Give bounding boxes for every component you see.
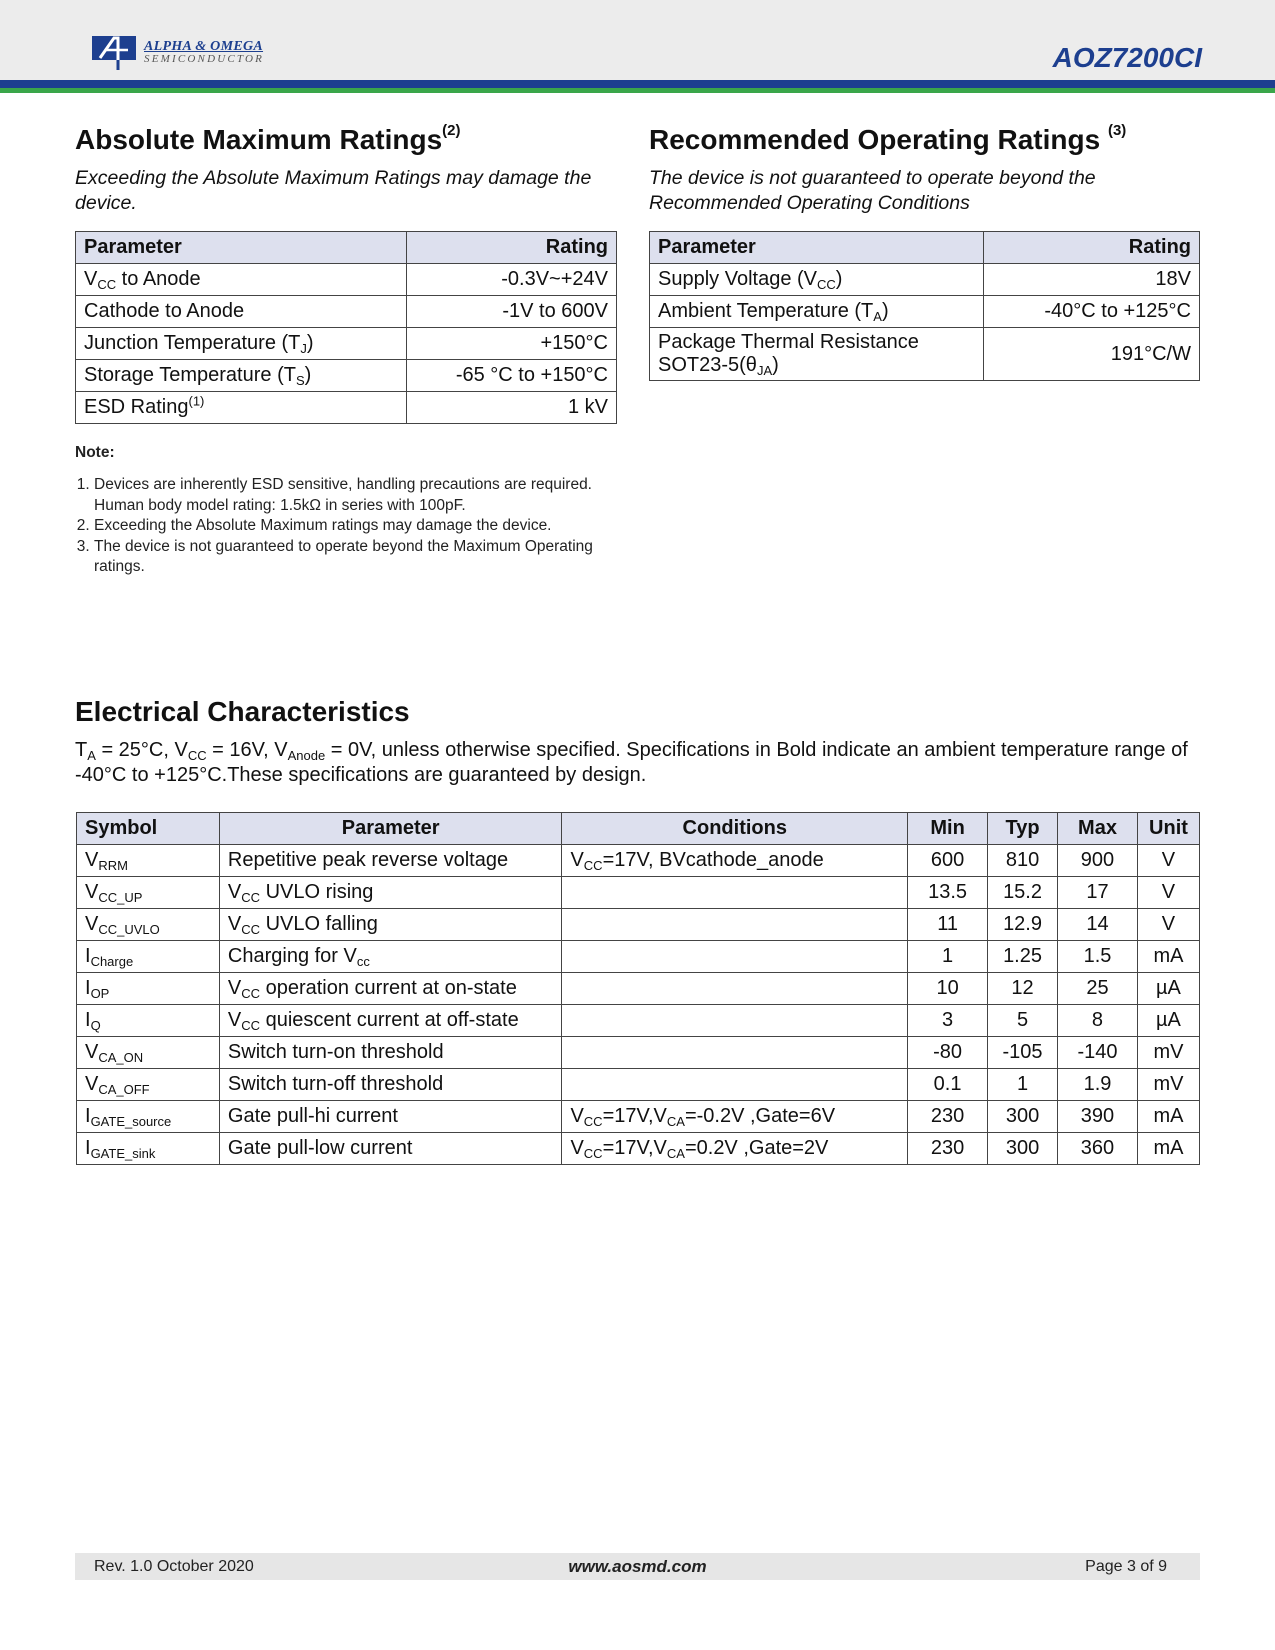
symbol-cell: $V_{CC\_UP}$ bbox=[77, 877, 220, 909]
unit-cell: mA bbox=[1137, 1133, 1199, 1165]
column-header: Min bbox=[908, 813, 988, 845]
recommended-subtitle: The device is not guaranteed to operate beyond the Recommended Operating Conditions bbox=[649, 167, 1096, 214]
typ-cell: 12 bbox=[988, 973, 1058, 1005]
condition-cell bbox=[562, 1069, 908, 1101]
table-row bbox=[77, 845, 1200, 877]
unit-cell: V bbox=[1137, 877, 1199, 909]
min-cell: -80 bbox=[908, 1037, 988, 1069]
symbol-cell: $V_{CA\_OFF}$ bbox=[77, 1069, 220, 1101]
param-cell: Storage Temperature $(T_S)$ bbox=[76, 360, 407, 392]
symbol-cell: $I_{Charge}$ bbox=[77, 941, 220, 973]
typ-cell: 15.2 bbox=[988, 877, 1058, 909]
condition-cell bbox=[562, 941, 908, 973]
table-row bbox=[77, 1037, 1200, 1069]
symbol-cell: $V_{RRM}$ bbox=[77, 845, 220, 877]
table-row bbox=[77, 1133, 1200, 1165]
symbol-cell: $I_{GATE\_source}$ bbox=[77, 1101, 220, 1133]
note-item: 1. Devices are inherently ESD sensitive, handling precautions are required. Human body model rating: 1.5kΩ in series with 100pF. bbox=[94, 475, 645, 516]
table-row bbox=[76, 296, 617, 328]
table-header-row bbox=[77, 813, 1200, 845]
param-cell: Package Thermal Resistance $SOT23-5(\theta_{JA})$ bbox=[650, 328, 984, 381]
max-cell: 360 bbox=[1058, 1133, 1138, 1165]
param-cell: Repetitive peak reverse voltage bbox=[219, 845, 562, 877]
param-cell: $V_{CC}$ quiescent current at off-state bbox=[219, 1005, 562, 1037]
unit-cell: µA bbox=[1137, 973, 1199, 1005]
recommended-table bbox=[649, 231, 1200, 381]
unit-cell: mA bbox=[1137, 1101, 1199, 1133]
max-cell: 390 bbox=[1058, 1101, 1138, 1133]
param-cell: ESD Rating$^{(1)}$ bbox=[76, 392, 407, 424]
table-row bbox=[650, 264, 1200, 296]
max-cell: -140 bbox=[1058, 1037, 1138, 1069]
table-row bbox=[76, 264, 617, 296]
condition-cell: $V_{CC}=17V,V_{CA}=0.2V$ ,Gate=2V bbox=[562, 1133, 908, 1165]
unit-cell: V bbox=[1137, 845, 1199, 877]
typ-cell: 1 bbox=[988, 1069, 1058, 1101]
param-cell: $V_{CC}$ UVLO falling bbox=[219, 909, 562, 941]
note-item: 2. Exceeding the Absolute Maximum ratings may damage the device. bbox=[94, 516, 645, 537]
max-cell: 25 bbox=[1058, 973, 1138, 1005]
typ-cell: 300 bbox=[988, 1133, 1058, 1165]
column-header: Unit bbox=[1137, 813, 1199, 845]
recommended-title: Recommended Operating Ratings $^{(3)}$ bbox=[649, 122, 1127, 155]
abs-max-title: Absolute Maximum Ratings$^{(2)}$ bbox=[75, 122, 461, 155]
param-cell: Junction Temperature $(T_J)$ bbox=[76, 328, 407, 360]
electrical-description: $T_A = 25^\circ C$, $V_{CC} = 16V$, $V_{Anode} = 0V$, unless otherwise specified. Specifications in Bold indicate an ambient temperature range of -40°C to +125°C.These specifications are guaranteed by design. bbox=[75, 739, 1188, 786]
page-header bbox=[0, 0, 1275, 80]
param-cell: Switch turn-on threshold bbox=[219, 1037, 562, 1069]
page-footer bbox=[75, 1553, 1200, 1580]
header-band-green bbox=[0, 88, 1275, 93]
typ-cell: 12.9 bbox=[988, 909, 1058, 941]
rating-cell: -65 °C to +150°C bbox=[407, 360, 617, 392]
column-header: Max bbox=[1058, 813, 1138, 845]
column-header: Rating bbox=[984, 232, 1200, 264]
logo-line2: SEMICONDUCTOR bbox=[144, 53, 265, 65]
column-header: Parameter bbox=[219, 813, 562, 845]
param-cell: Gate pull-low current bbox=[219, 1133, 562, 1165]
param-cell: $V_{CC}$ to Anode bbox=[76, 264, 407, 296]
min-cell: 10 bbox=[908, 973, 988, 1005]
table-header-row bbox=[76, 232, 617, 264]
page-number: Page 3 of 9 bbox=[1085, 1558, 1167, 1575]
abs-max-subtitle: Exceeding the Absolute Maximum Ratings may damage the device. bbox=[75, 167, 592, 214]
max-cell: 17 bbox=[1058, 877, 1138, 909]
param-cell: Cathode to Anode bbox=[76, 296, 407, 328]
min-cell: 1 bbox=[908, 941, 988, 973]
part-number: AOZ7200CI bbox=[1052, 42, 1202, 73]
table-row bbox=[76, 392, 617, 424]
typ-cell: 5 bbox=[988, 1005, 1058, 1037]
typ-cell: 810 bbox=[988, 845, 1058, 877]
column-header: Parameter bbox=[650, 232, 984, 264]
param-cell: Gate pull-hi current bbox=[219, 1101, 562, 1133]
table-row bbox=[76, 360, 617, 392]
column-header: Symbol bbox=[77, 813, 220, 845]
rating-cell: 191°C/W bbox=[984, 328, 1200, 381]
param-cell: Charging for $V_{cc}$ bbox=[219, 941, 562, 973]
table-row bbox=[650, 296, 1200, 328]
max-cell: 14 bbox=[1058, 909, 1138, 941]
rating-cell: 1 kV bbox=[407, 392, 617, 424]
typ-cell: 300 bbox=[988, 1101, 1058, 1133]
min-cell: 11 bbox=[908, 909, 988, 941]
column-header: Rating bbox=[407, 232, 617, 264]
table-row bbox=[77, 941, 1200, 973]
company-logo bbox=[92, 34, 264, 72]
typ-cell: 1.25 bbox=[988, 941, 1058, 973]
param-cell: $V_{CC}$ UVLO rising bbox=[219, 877, 562, 909]
notes-section bbox=[75, 444, 645, 578]
table-row bbox=[77, 1005, 1200, 1037]
unit-cell: V bbox=[1137, 909, 1199, 941]
min-cell: 0.1 bbox=[908, 1069, 988, 1101]
typ-cell: -105 bbox=[988, 1037, 1058, 1069]
symbol-cell: $I_Q$ bbox=[77, 1005, 220, 1037]
param-cell: Switch turn-off threshold bbox=[219, 1069, 562, 1101]
condition-cell: $V_{CC}=17V$, BVcathode_anode bbox=[562, 845, 908, 877]
condition-cell bbox=[562, 909, 908, 941]
website-link[interactable]: www.aosmd.com bbox=[568, 1557, 707, 1576]
electrical-title: Electrical Characteristics bbox=[75, 696, 410, 727]
rating-cell: 18V bbox=[984, 264, 1200, 296]
notes-title: Note: bbox=[75, 444, 115, 461]
electrical-table bbox=[76, 812, 1200, 1165]
unit-cell: µA bbox=[1137, 1005, 1199, 1037]
table-row bbox=[76, 328, 617, 360]
revision-date: Rev. 1.0 October 2020 bbox=[94, 1558, 254, 1575]
unit-cell: mA bbox=[1137, 941, 1199, 973]
condition-cell bbox=[562, 877, 908, 909]
column-header: Parameter bbox=[76, 232, 407, 264]
symbol-cell: $I_{GATE\_sink}$ bbox=[77, 1133, 220, 1165]
max-cell: 8 bbox=[1058, 1005, 1138, 1037]
param-cell: $V_{CC}$ operation current at on-state bbox=[219, 973, 562, 1005]
rating-cell: -0.3V~+24V bbox=[407, 264, 617, 296]
logo-line1: ALPHA & OMEGA bbox=[144, 39, 264, 54]
abs-max-table bbox=[75, 231, 617, 424]
condition-cell bbox=[562, 1037, 908, 1069]
table-row bbox=[77, 973, 1200, 1005]
unit-cell: mV bbox=[1137, 1069, 1199, 1101]
param-cell: Supply Voltage $(V_{CC})$ bbox=[650, 264, 984, 296]
header-band-blue bbox=[0, 80, 1275, 88]
symbol-cell: $V_{CC\_UVLO}$ bbox=[77, 909, 220, 941]
min-cell: 13.5 bbox=[908, 877, 988, 909]
note-item: 3. The device is not guaranteed to operate beyond the Maximum Operating ratings. bbox=[94, 537, 645, 578]
unit-cell: mV bbox=[1137, 1037, 1199, 1069]
table-row bbox=[650, 328, 1200, 381]
min-cell: 230 bbox=[908, 1133, 988, 1165]
condition-cell bbox=[562, 973, 908, 1005]
rating-cell: +150°C bbox=[407, 328, 617, 360]
rating-cell: -40°C to +125°C bbox=[984, 296, 1200, 328]
rating-cell: -1V to 600V bbox=[407, 296, 617, 328]
table-row bbox=[77, 1101, 1200, 1133]
table-row bbox=[77, 877, 1200, 909]
alpha-omega-logo-icon bbox=[92, 34, 138, 72]
symbol-cell: $I_{OP}$ bbox=[77, 973, 220, 1005]
min-cell: 600 bbox=[908, 845, 988, 877]
table-header-row bbox=[650, 232, 1200, 264]
max-cell: 1.9 bbox=[1058, 1069, 1138, 1101]
table-row bbox=[77, 909, 1200, 941]
table-row bbox=[77, 1069, 1200, 1101]
max-cell: 900 bbox=[1058, 845, 1138, 877]
column-header: Conditions bbox=[562, 813, 908, 845]
column-header: Typ bbox=[988, 813, 1058, 845]
condition-cell bbox=[562, 1005, 908, 1037]
min-cell: 230 bbox=[908, 1101, 988, 1133]
symbol-cell: $V_{CA\_ON}$ bbox=[77, 1037, 220, 1069]
min-cell: 3 bbox=[908, 1005, 988, 1037]
max-cell: 1.5 bbox=[1058, 941, 1138, 973]
condition-cell: $V_{CC}=17V,V_{CA}=-0.2V$ ,Gate=6V bbox=[562, 1101, 908, 1133]
param-cell: Ambient Temperature $(T_A)$ bbox=[650, 296, 984, 328]
